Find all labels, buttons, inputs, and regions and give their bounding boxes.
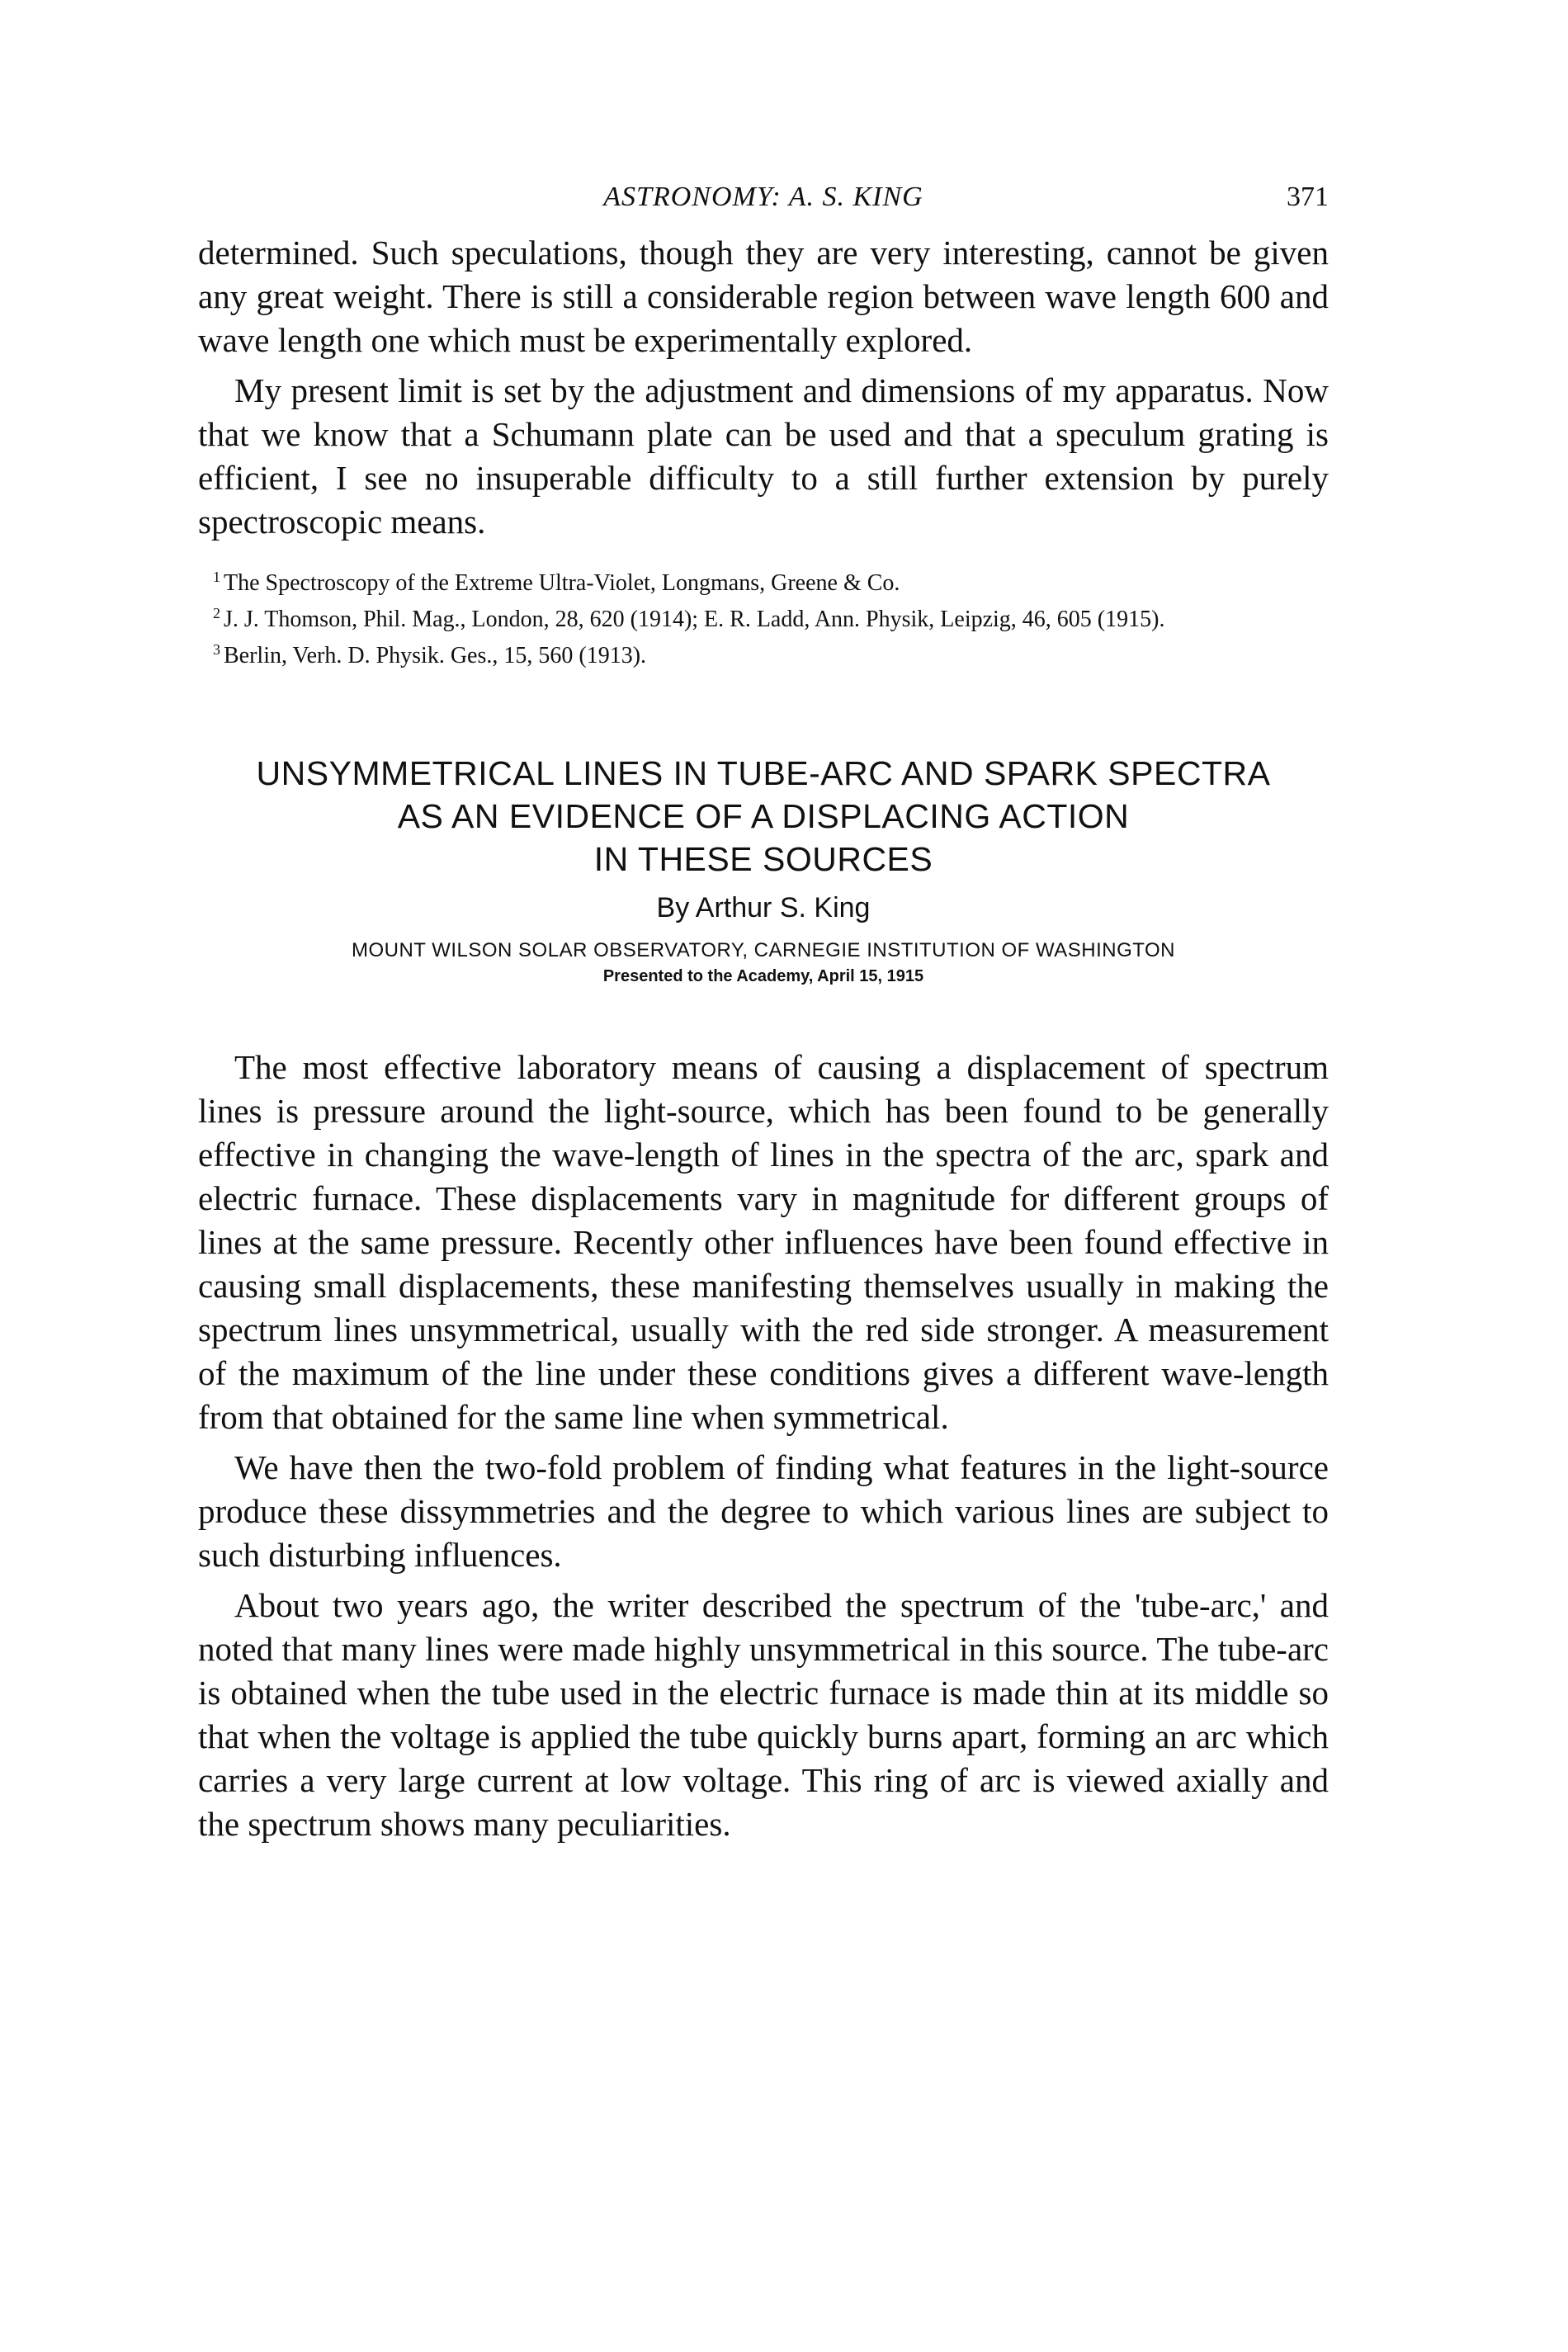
- paragraph: The most effective laboratory means of causing a displacement of spectrum lines is pressure around the light-source, which has been found to be generally effective in changing the wave-length of lines in the spectra of the arc, spark and electric furnace. These displacements vary in magnitude for different groups of lines at the same pressure. Recently other influences have been found effective in causing small displacements, these manifesting themselves usually in making the spectrum lines unsymmetrical, usually with the red side stronger. A measurement of the maximum of the line under these conditions gives a different wave-length from that obtained for the same line when symmetrical.: [198, 1048, 1329, 1436]
- footnote-mark: 1: [213, 569, 220, 585]
- paragraph: My present limit is set by the adjustment and dimensions of my apparatus. Now that we know that a Schumann plate can be used and that a speculum grating is efficient, I see no insuperable difficulty to a still further extension by purely spectroscopic means.: [198, 371, 1329, 541]
- paragraph: We have then the two-fold problem of finding what features in the light-source produce these dissymmetries and the degree to which various lines are subject to such disturbing influences.: [198, 1448, 1329, 1574]
- footnote: [198, 562, 1329, 598]
- footnote-mark: 2: [213, 605, 220, 621]
- footnote-text: Berlin, Verh. D. Physik. Ges., 15, 560 (1913).: [224, 643, 647, 668]
- footnote-text: The Spectroscopy of the Extreme Ultra-Violet, Longmans, Greene & Co.: [224, 570, 900, 596]
- continued-text: [198, 231, 1329, 544]
- title-line: UNSYMMETRICAL LINES IN TUBE-ARC AND SPARK SPECTRA: [256, 754, 1271, 792]
- running-head-title: ASTRONOMY: A. S. KING: [603, 182, 923, 212]
- footnotes: [198, 562, 1329, 671]
- byline: By Arthur S. King: [656, 892, 871, 923]
- affiliation: MOUNT WILSON SOLAR OBSERVATORY, CARNEGIE INSTITUTION OF WASHINGTON: [351, 939, 1176, 961]
- paragraph: About two years ago, the writer described the spectrum of the 'tube-arc,' and noted that many lines were made highly unsymmetrical in this source. The tube-arc is obtained when the tube used in the electric furnace is made thin at its middle so that when the voltage is applied the tube quickly burns apart, forming an arc which carries a very large current at low voltage. This ring of arc is viewed axially and the spectrum shows many peculiarities.: [198, 1586, 1329, 1843]
- footnote: [198, 598, 1329, 635]
- article-title: [198, 752, 1329, 881]
- footnote: [198, 635, 1329, 671]
- article-body: [198, 1046, 1329, 1846]
- title-line: AS AN EVIDENCE OF A DISPLACING ACTION: [397, 797, 1130, 835]
- journal-page: [198, 182, 1329, 1846]
- paragraph: determined. Such speculations, though they are very interesting, cannot be given any great weight. There is still a considerable region between wave length 600 and wave length one which must be experimentally explored.: [198, 234, 1329, 359]
- running-head: [198, 182, 1329, 231]
- presented-date: Presented to the Academy, April 15, 1915: [602, 967, 924, 985]
- title-line: IN THESE SOURCES: [593, 840, 933, 878]
- page-number: 371: [1287, 182, 1329, 212]
- footnote-text: J. J. Thomson, Phil. Mag., London, 28, 620 (1914); E. R. Ladd, Ann. Physik, Leipzig, 46, 605 (1915).: [224, 607, 1165, 632]
- footnote-mark: 3: [213, 641, 220, 658]
